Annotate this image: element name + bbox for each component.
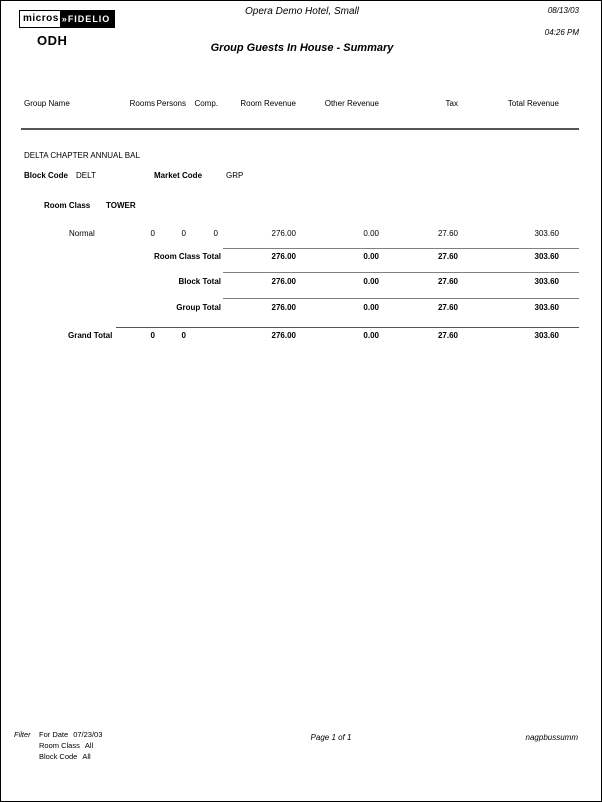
other-revenue-cell: 0.00 xyxy=(363,252,379,261)
logo-fidelio-text: »FIDELIO xyxy=(60,11,115,27)
other-revenue-cell: 0.00 xyxy=(363,331,379,340)
tax-cell: 27.60 xyxy=(437,331,458,340)
column-header-comp: Comp. xyxy=(194,99,218,108)
table-row-normal xyxy=(1,229,602,240)
filter-name: Room Class xyxy=(39,741,80,750)
logo-chevron-icon: » xyxy=(61,14,68,24)
print-time: 04:26 PM xyxy=(544,28,579,37)
total-label: Room Class Total xyxy=(154,252,221,261)
block-market-row xyxy=(1,171,602,182)
group-total-rule xyxy=(223,298,579,299)
tax-cell: 27.60 xyxy=(437,252,458,261)
market-code-label: Market Code xyxy=(154,171,203,180)
total-label: Group Total xyxy=(176,303,221,312)
column-header-total-revenue: Total Revenue xyxy=(507,99,559,108)
column-header-room-revenue: Room Revenue xyxy=(240,99,296,108)
tax-cell: 27.60 xyxy=(437,229,458,238)
room-revenue-cell: 276.00 xyxy=(271,277,296,286)
print-date: 08/13/03 xyxy=(547,6,579,15)
filter-line-block-code xyxy=(39,752,91,761)
total-label: Block Total xyxy=(178,277,221,286)
other-revenue-cell: 0.00 xyxy=(363,229,379,238)
filter-value: All xyxy=(82,752,91,761)
page-number: Page 1 of 1 xyxy=(310,733,352,742)
filter-value: 07/23/03 xyxy=(73,730,103,739)
block-code-value: DELT xyxy=(76,171,96,180)
persons-cell: 0 xyxy=(181,229,186,238)
persons-cell: 0 xyxy=(181,331,186,340)
room-revenue-cell: 276.00 xyxy=(271,229,296,238)
other-revenue-cell: 0.00 xyxy=(363,277,379,286)
block-total-rule xyxy=(223,272,579,273)
table-row-room-class-total xyxy=(1,252,602,263)
room-class-value: TOWER xyxy=(106,201,136,210)
group-name: DELTA CHAPTER ANNUAL BAL xyxy=(24,151,140,160)
report-id: nagpbussumm xyxy=(525,733,578,742)
table-row-block-total xyxy=(1,277,602,288)
comp-cell: 0 xyxy=(213,229,218,238)
column-header-persons: Persons xyxy=(156,99,186,108)
rooms-cell: 0 xyxy=(150,229,155,238)
room-revenue-cell: 276.00 xyxy=(271,252,296,261)
filter-name: Block Code xyxy=(39,752,78,761)
total-revenue-cell: 303.60 xyxy=(534,303,559,312)
total-revenue-cell: 303.60 xyxy=(534,331,559,340)
tax-cell: 27.60 xyxy=(437,303,458,312)
grand-total-rule xyxy=(116,327,579,328)
header-rule xyxy=(21,128,579,130)
column-header-row xyxy=(1,99,602,110)
column-header-tax: Tax xyxy=(445,99,458,108)
total-revenue-cell: 303.60 xyxy=(534,277,559,286)
market-code-value: GRP xyxy=(226,171,244,180)
room-class-total-rule xyxy=(223,248,579,249)
logo-micros-text: micros xyxy=(20,11,60,27)
report-title: Group Guests In House - Summary xyxy=(210,42,394,54)
filter-label: Filter xyxy=(14,730,31,739)
rate-type-label: Normal xyxy=(69,229,95,238)
property-code: ODH xyxy=(37,33,68,48)
filter-line-room-class xyxy=(39,741,93,750)
total-label: Grand Total xyxy=(68,331,113,340)
column-header-rooms: Rooms xyxy=(129,99,155,108)
room-class-label: Room Class xyxy=(44,201,91,210)
group-name-row xyxy=(1,151,602,162)
room-revenue-cell: 276.00 xyxy=(271,303,296,312)
total-revenue-cell: 303.60 xyxy=(534,252,559,261)
room-revenue-cell: 276.00 xyxy=(271,331,296,340)
filter-value: All xyxy=(84,741,94,750)
filter-name: For Date xyxy=(39,730,69,739)
column-header-group-name: Group Name xyxy=(24,99,70,108)
hotel-name: Opera Demo Hotel, Small xyxy=(245,6,359,17)
filter-line-for-date xyxy=(39,730,102,739)
table-row-grand-total xyxy=(1,331,602,342)
block-code-label: Block Code xyxy=(24,171,69,180)
rooms-cell: 0 xyxy=(150,331,155,340)
tax-cell: 27.60 xyxy=(437,277,458,286)
column-header-other-revenue: Other Revenue xyxy=(324,99,379,108)
total-revenue-cell: 303.60 xyxy=(534,229,559,238)
other-revenue-cell: 0.00 xyxy=(363,303,379,312)
room-class-row xyxy=(1,201,602,212)
table-row-group-total xyxy=(1,303,602,314)
